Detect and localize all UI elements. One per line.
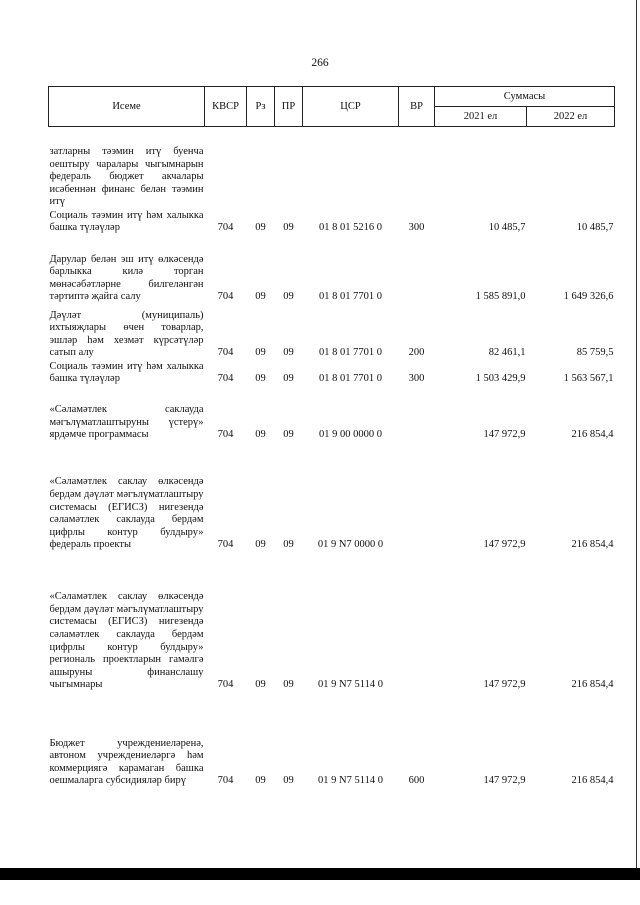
row-pr: 09 bbox=[283, 373, 294, 385]
row-amount-2022: 216 854,4 bbox=[571, 679, 614, 691]
row-kvsr bbox=[205, 127, 247, 210]
row-amount-2021: 147 972,9 bbox=[483, 539, 526, 551]
row-amount-2021 bbox=[435, 127, 527, 210]
row-csr: 01 9 N7 0000 0 bbox=[317, 539, 384, 551]
table-row bbox=[49, 304, 615, 360]
budget-table bbox=[48, 86, 615, 788]
header-rz: Рз bbox=[247, 87, 275, 127]
row-amount-2022: 10 485,7 bbox=[576, 222, 614, 234]
row-amount-2022: 85 759,5 bbox=[576, 347, 614, 359]
row-name: Дәүләт (муниципаль) ихтыяҗлары өчен товарлар, эшләр һәм хезмәт күрсәтүләр сатып алу bbox=[49, 309, 204, 359]
row-vr bbox=[399, 386, 435, 442]
row-kvsr: 704 bbox=[217, 291, 234, 303]
header-vr: ВР bbox=[399, 87, 435, 127]
table-row bbox=[49, 692, 615, 788]
row-csr: 01 8 01 7701 0 bbox=[319, 347, 382, 359]
row-amount-2022: 1 563 567,1 bbox=[563, 373, 614, 385]
row-amount-2022 bbox=[527, 127, 615, 210]
row-csr: 01 9 00 0000 0 bbox=[319, 429, 382, 441]
table-row bbox=[49, 386, 615, 442]
row-kvsr: 704 bbox=[217, 539, 234, 551]
scan-bottom-band bbox=[0, 868, 640, 880]
row-pr: 09 bbox=[283, 679, 294, 691]
row-pr: 09 bbox=[283, 539, 294, 551]
row-amount-2021: 147 972,9 bbox=[483, 429, 526, 441]
row-csr: 01 8 01 7701 0 bbox=[319, 291, 382, 303]
row-rz: 09 bbox=[255, 373, 266, 385]
row-amount-2021: 147 972,9 bbox=[483, 775, 526, 787]
row-rz: 09 bbox=[255, 679, 266, 691]
scan-edge-line bbox=[636, 0, 637, 868]
row-pr: 09 bbox=[283, 347, 294, 359]
row-rz: 09 bbox=[255, 539, 266, 551]
row-name: Дарулар белән эш итү өлкәсендә барлыкка килә торган мөнәсәбәтләрне билгеләнгән тәртиптә җайга салу bbox=[49, 253, 204, 303]
row-amount-2021: 1 503 429,9 bbox=[475, 373, 526, 385]
row-csr bbox=[303, 127, 399, 210]
header-year-2022: 2022 ел bbox=[527, 107, 615, 127]
header-year-2021: 2021 ел bbox=[435, 107, 527, 127]
page-number: 266 bbox=[311, 57, 329, 69]
table-row bbox=[49, 360, 615, 386]
row-csr: 01 8 01 5216 0 bbox=[319, 222, 382, 234]
row-vr bbox=[399, 127, 435, 210]
row-pr: 09 bbox=[283, 775, 294, 787]
row-amount-2021: 1 585 891,0 bbox=[475, 291, 526, 303]
row-amount-2021: 10 485,7 bbox=[488, 222, 526, 234]
row-vr bbox=[399, 552, 435, 692]
row-amount-2021: 82 461,1 bbox=[488, 347, 526, 359]
row-vr bbox=[399, 235, 435, 304]
table-row bbox=[49, 235, 615, 304]
header-kvsr: КВСР bbox=[205, 87, 247, 127]
row-csr: 01 9 N7 5114 0 bbox=[318, 775, 383, 787]
row-rz: 09 bbox=[255, 291, 266, 303]
row-pr: 09 bbox=[283, 291, 294, 303]
row-pr bbox=[275, 127, 303, 210]
row-vr bbox=[399, 442, 435, 552]
table-row bbox=[49, 127, 615, 210]
table-row bbox=[49, 209, 615, 235]
row-name: «Сәламәтлек саклау өлкәсендә бердәм дәүләт мәгълүматлаштыру системасы (ЕГИСЗ) нигезендә сәламәтлек саклауда бердәм цифрлы контур булдыру» федераль проекты bbox=[49, 476, 204, 551]
row-name: «Сәламәтлек саклау өлкәсендә бердәм дәүләт мәгълүматлаштыру системасы (ЕГИСЗ) нигезендә сәламәтлек саклауда бердәм цифрлы контур булдыру» региональ проектларын гамәлгә ашыруны финанслашу чыгымнары bbox=[49, 591, 204, 691]
header-sums: Суммасы bbox=[435, 87, 615, 107]
row-pr: 09 bbox=[283, 429, 294, 441]
row-kvsr: 704 bbox=[217, 222, 234, 234]
row-pr: 09 bbox=[283, 222, 294, 234]
row-amount-2022: 216 854,4 bbox=[571, 539, 614, 551]
row-rz: 09 bbox=[255, 222, 266, 234]
row-csr: 01 8 01 7701 0 bbox=[319, 373, 382, 385]
row-name: «Сәламәтлек саклауда мәгълүматлаштыруны үстерү» ярдәмче программасы bbox=[49, 404, 204, 441]
row-amount-2022: 216 854,4 bbox=[571, 775, 614, 787]
row-name: Социаль тәэмин итү һәм халыкка башка түләүләр bbox=[49, 209, 204, 234]
row-rz: 09 bbox=[255, 347, 266, 359]
row-rz: 09 bbox=[255, 775, 266, 787]
row-amount-2022: 216 854,4 bbox=[571, 429, 614, 441]
header-name: Исеме bbox=[49, 87, 205, 127]
table-header bbox=[49, 87, 615, 127]
header-csr: ЦСР bbox=[303, 87, 399, 127]
row-kvsr: 704 bbox=[217, 775, 234, 787]
row-kvsr: 704 bbox=[217, 347, 234, 359]
row-kvsr: 704 bbox=[217, 429, 234, 441]
row-amount-2022: 1 649 326,6 bbox=[563, 291, 614, 303]
row-name: затларны тәэмин итү буенча оештыру чаралары чыгымнарын федераль бюджет акчалары исәбеннән финанс белән тәэмин итү bbox=[49, 146, 204, 208]
row-vr: 300 bbox=[408, 222, 425, 234]
row-kvsr: 704 bbox=[217, 373, 234, 385]
row-name: Бюджет учреждениеләренә, автоном учреждениеләргә һәм коммерциягә карамаган башка оешмаларга субсидияләр бирү bbox=[49, 737, 204, 787]
row-amount-2021: 147 972,9 bbox=[483, 679, 526, 691]
row-vr: 200 bbox=[408, 347, 425, 359]
header-pr: ПР bbox=[275, 87, 303, 127]
row-name: Социаль тәэмин итү һәм халыкка башка түләүләр bbox=[49, 360, 204, 385]
row-vr: 600 bbox=[408, 775, 425, 787]
row-csr: 01 9 N7 5114 0 bbox=[318, 679, 383, 691]
row-rz bbox=[247, 127, 275, 210]
row-kvsr: 704 bbox=[217, 679, 234, 691]
table-row bbox=[49, 552, 615, 692]
row-vr: 300 bbox=[408, 373, 425, 385]
row-rz: 09 bbox=[255, 429, 266, 441]
table-row bbox=[49, 442, 615, 552]
